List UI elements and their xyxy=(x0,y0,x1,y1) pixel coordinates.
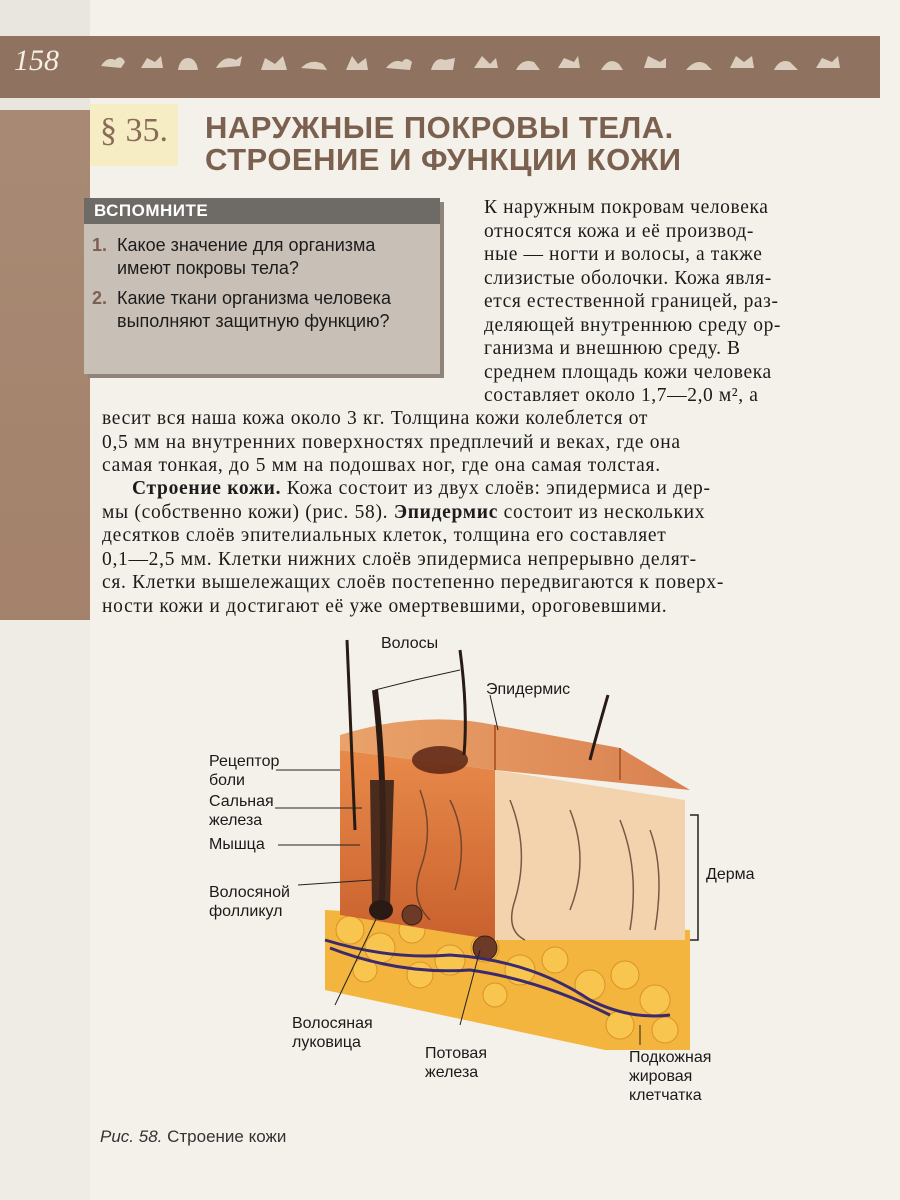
text-line: ганизма и внешнюю среду. В xyxy=(484,338,741,359)
animal-silhouette-strip xyxy=(96,50,866,74)
question-2 xyxy=(92,287,432,333)
section-title-line1: НАРУЖНЫЕ ПОКРОВЫ ТЕЛА. xyxy=(205,110,674,145)
page-number: 158 xyxy=(14,44,59,77)
structure-heading: Строение кожи. xyxy=(132,478,282,499)
text-line: ности кожи и достигают её уже омертвевшими, ороговевшими. xyxy=(102,595,668,617)
section-title-line2: СТРОЕНИЕ И ФУНКЦИИ КОЖИ xyxy=(205,142,682,177)
intro-paragraph-column xyxy=(484,196,880,408)
label-subcutaneous-fat: Подкожная жировая клетчатка xyxy=(629,1049,712,1104)
question-number: 2. xyxy=(92,288,108,308)
text-line: слизистые оболочки. Кожа явля- xyxy=(484,267,772,289)
margin-lower xyxy=(0,620,90,1200)
text-line: 0,1—2,5 мм. Клетки нижних слоёв эпидермиса непрерывно делят- xyxy=(102,548,697,570)
label-sebaceous-gland: Сальная железа xyxy=(209,793,274,829)
label-hair-bulb: Волосяная луковица xyxy=(292,1015,373,1051)
text-line: К наружным покровам человека xyxy=(484,197,769,218)
text-line: относятся кожа и её производ- xyxy=(484,220,754,242)
section-title xyxy=(205,112,682,176)
label-sweat-gland: Потовая железа xyxy=(425,1045,487,1081)
epidermis-term: Эпидермис xyxy=(393,501,499,523)
question-text: Какие ткани организма человека выполняют защитную функцию? xyxy=(117,288,391,331)
text-line: среднем площадь кожи человека xyxy=(484,361,772,383)
text-line: ется естественной границей, раз- xyxy=(484,291,779,312)
label-dermis: Дерма xyxy=(706,866,755,883)
text-line: 0,5 мм на внутренних поверхностях предплечий и веках, где она xyxy=(102,431,681,453)
text-line: составляет около 1,7—2,0 м², а xyxy=(484,385,759,406)
text-line: мы (собственно кожи) (рис. 58). Эпидермис состоит из нескольких xyxy=(102,501,706,523)
skin-structure-illustration xyxy=(150,630,900,1120)
caption-text: Строение кожи xyxy=(162,1127,287,1146)
structure-paragraph xyxy=(102,477,892,618)
text-line: деляющей внутреннюю среду ор- xyxy=(484,314,782,336)
figure-caption xyxy=(100,1127,286,1147)
question-number: 1. xyxy=(92,235,108,255)
question-1 xyxy=(92,234,432,280)
text-line: Строение кожи. Кожа состоит из двух слоёв: эпидермиса и дер- xyxy=(132,478,711,499)
remember-box xyxy=(84,198,440,374)
text-line: ные — ногти и волосы, а также xyxy=(484,244,763,265)
text-line: весит вся наша кожа около 3 кг. Толщина кожи колеблется от xyxy=(102,408,649,429)
label-hair-follicle: Волосяной фолликул xyxy=(209,884,290,920)
label-pain-receptor: Рецептор боли xyxy=(209,753,280,789)
text-line: десятков слоёв эпителиальных клеток, толщина его составляет xyxy=(102,525,667,546)
text-line: самая тонкая, до 5 мм на подошвах ног, где она самая толстая. xyxy=(102,455,661,476)
text-line: ся. Клетки вышележащих слоёв постепенно передвигаются к поверх- xyxy=(102,572,725,593)
label-muscle: Мышца xyxy=(209,836,265,853)
section-number: § 35. xyxy=(100,112,168,149)
remember-title: ВСПОМНИТЕ xyxy=(94,201,209,220)
label-hair: Волосы xyxy=(381,635,439,652)
caption-prefix: Рис. 58. xyxy=(100,1127,163,1146)
question-text: Какое значение для организма имеют покровы тела? xyxy=(117,235,376,278)
label-epidermis: Эпидермис xyxy=(486,681,571,698)
intro-paragraph-full xyxy=(102,407,892,478)
remember-header xyxy=(84,198,440,224)
